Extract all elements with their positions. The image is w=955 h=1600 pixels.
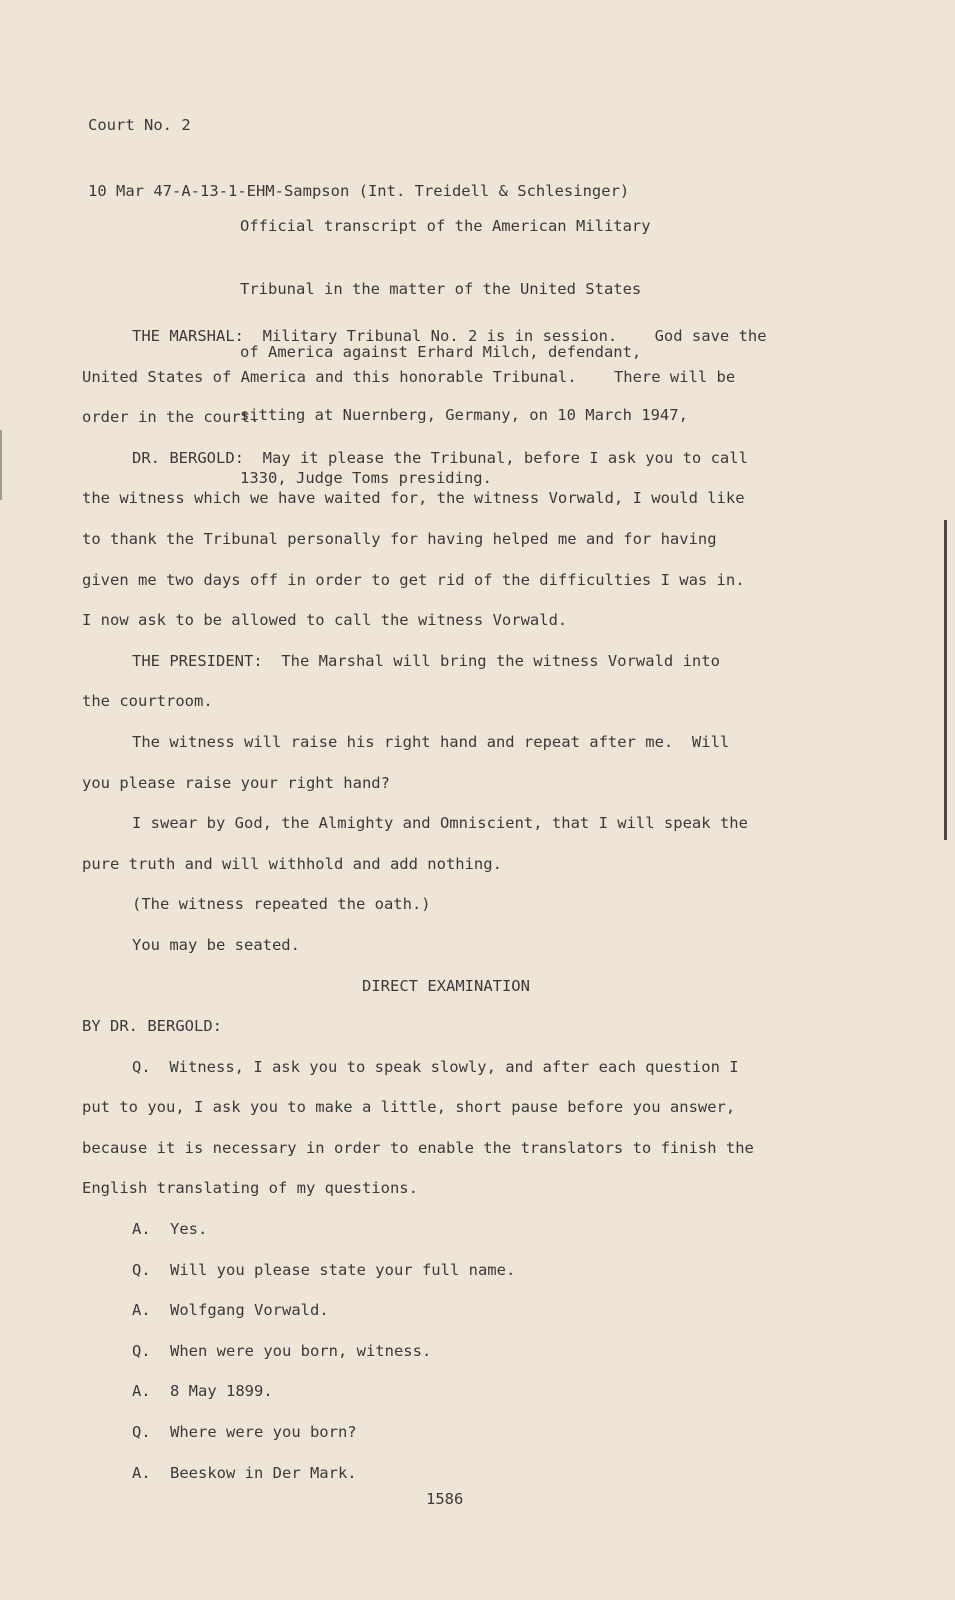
qa-text: 8 May 1899. bbox=[170, 1382, 273, 1401]
qa-mark: Q. bbox=[132, 1260, 151, 1279]
qa-mark: A. bbox=[132, 1301, 151, 1320]
page-number: 1586 bbox=[426, 1490, 464, 1508]
transcript-line: United States of America and this honorable Tribunal. There will be bbox=[82, 367, 736, 386]
transcript-line: English translating of my questions. bbox=[82, 1179, 418, 1198]
session-reference: 10 Mar 47-A-13-1-EHM-Sampson (Int. Treidell & Schlesinger) bbox=[88, 182, 630, 200]
transcript-line: I swear by God, the Almighty and Omniscient, that I will speak the bbox=[132, 814, 748, 833]
transcript-line: put to you, I ask you to make a little, short pause before you answer, bbox=[82, 1098, 736, 1117]
transcript-line: order in the court. bbox=[82, 408, 260, 427]
transcript-line: pure truth and will withhold and add nothing. bbox=[82, 854, 502, 873]
qa-text: Beeskow in Der Mark. bbox=[170, 1463, 357, 1482]
preamble-line: Tribunal in the matter of the United States bbox=[240, 280, 642, 298]
qa-mark: A. bbox=[132, 1463, 151, 1482]
transcript-line: I now ask to be allowed to call the witness Vorwald. bbox=[82, 611, 568, 630]
qa-line bbox=[82, 1412, 842, 1453]
qa-line bbox=[82, 1290, 842, 1331]
transcript-line: DR. BERGOLD: May it please the Tribunal, before I ask you to call bbox=[132, 448, 748, 467]
transcript-body bbox=[82, 316, 842, 1493]
qa-line bbox=[82, 1250, 842, 1291]
preamble-line: of America against Erhard Milch, defendant, bbox=[240, 343, 642, 361]
qa-mark: A. bbox=[132, 1220, 151, 1239]
qa-line bbox=[82, 1331, 842, 1372]
transcript-line: the courtroom. bbox=[82, 692, 213, 711]
preamble-line: 1330, Judge Toms presiding. bbox=[240, 469, 492, 487]
qa-text: When were you born, witness. bbox=[170, 1341, 432, 1360]
qa-mark: Q. bbox=[132, 1423, 151, 1442]
qa-line bbox=[82, 1453, 842, 1494]
qa-line bbox=[82, 1371, 842, 1412]
transcript-line: THE PRESIDENT: The Marshal will bring the witness Vorwald into bbox=[132, 651, 720, 670]
preamble-line: sitting at Nuernberg, Germany, on 10 March 1947, bbox=[240, 406, 688, 424]
transcript-line: THE MARSHAL: Military Tribunal No. 2 is in session. God save the bbox=[132, 327, 767, 345]
transcript-line: (The witness repeated the oath.) bbox=[132, 895, 431, 914]
transcript-line: The witness will raise his right hand and repeat after me. Will bbox=[132, 732, 730, 751]
punch-hole-mark bbox=[0, 430, 2, 500]
court-number: Court No. 2 bbox=[88, 116, 191, 134]
transcript-line: because it is necessary in order to enable the translators to finish the bbox=[82, 1138, 754, 1157]
transcript-line: to thank the Tribunal personally for having helped me and for having bbox=[82, 529, 717, 548]
transcript-line: given me two days off in order to get rid of the difficulties I was in. bbox=[82, 570, 745, 589]
transcript-line: Q. Witness, I ask you to speak slowly, and after each question I bbox=[132, 1057, 739, 1076]
examiner-line: BY DR. BERGOLD: bbox=[82, 1017, 222, 1036]
preamble-line: Official transcript of the American Military bbox=[240, 217, 651, 235]
binding-edge-mark bbox=[944, 520, 947, 840]
qa-text: Where were you born? bbox=[170, 1423, 357, 1442]
qa-mark: Q. bbox=[132, 1341, 151, 1360]
qa-text: Yes. bbox=[170, 1220, 208, 1239]
section-heading: DIRECT EXAMINATION bbox=[362, 976, 530, 995]
qa-text: Wolfgang Vorwald. bbox=[170, 1301, 329, 1320]
qa-text: Will you please state your full name. bbox=[170, 1260, 516, 1279]
transcript-line: you please raise your right hand? bbox=[82, 773, 390, 792]
transcript-line: the witness which we have waited for, the witness Vorwald, I would like bbox=[82, 489, 745, 508]
transcript-line: You may be seated. bbox=[132, 935, 300, 954]
qa-mark: A. bbox=[132, 1382, 151, 1401]
qa-line bbox=[82, 1209, 842, 1250]
